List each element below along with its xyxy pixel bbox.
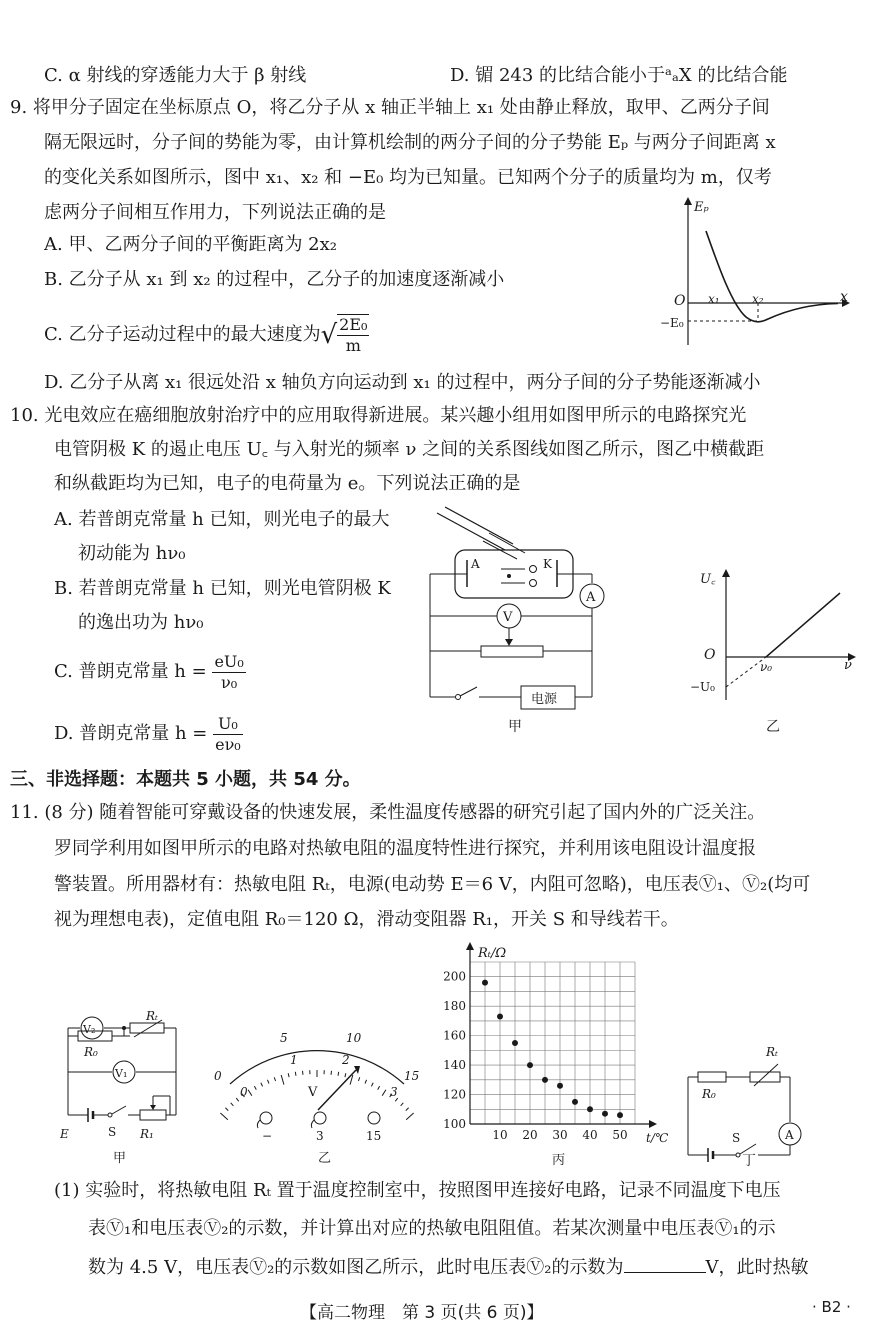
meter-tick bbox=[358, 1077, 359, 1081]
q11-part1-line3-b: V，此时热敏 bbox=[705, 1257, 809, 1278]
q11-yi-terminal-minus: − bbox=[262, 1129, 273, 1143]
q11-yi-top-15: 15 bbox=[404, 1069, 420, 1083]
q11-jia-e: E bbox=[60, 1127, 69, 1141]
q9-option-b: B. 乙分子从 x₁ 到 x₂ 的过程中，乙分子的加速度逐渐减小 bbox=[44, 269, 505, 290]
q11-yi-terminal-3: 3 bbox=[316, 1129, 324, 1143]
data-point bbox=[617, 1112, 623, 1118]
meter-tick bbox=[248, 1090, 252, 1096]
q10-stem-line2: 电管阴极 K 的遏止电压 U꜀ 与入射光的频率 ν 之间的关系图线如图乙所示，图乙中横截距 bbox=[54, 439, 765, 460]
q11-yi-top-10: 10 bbox=[346, 1031, 362, 1045]
q9-c-denominator: m bbox=[345, 336, 361, 355]
meter-tick bbox=[225, 1108, 228, 1111]
x-tick-label: 10 bbox=[492, 1128, 508, 1142]
q11-ding-s: S bbox=[732, 1131, 741, 1145]
q9-stem-line1: 9. 将甲分子固定在坐标原点 O，将乙分子从 x 轴正半轴上 x₁ 处由静止释放，取甲、乙两分子间 bbox=[10, 97, 770, 118]
meter-tick bbox=[288, 1073, 289, 1077]
x-tick-label: 20 bbox=[522, 1128, 538, 1142]
q10-graph-ylabel: U꜀ bbox=[700, 572, 716, 587]
q11-jia-r1: R₁ bbox=[140, 1127, 154, 1141]
q11-stem-line1: 11. (8 分) 随着智能可穿戴设备的快速发展，柔性温度传感器的研究引起了国内外的广泛关注。 bbox=[10, 802, 766, 823]
q10-voltmeter-label: V bbox=[503, 610, 513, 625]
meter-tick bbox=[254, 1086, 256, 1090]
q11-yi-bottom-2: 2 bbox=[342, 1053, 350, 1067]
q11-jia-s: S bbox=[108, 1125, 117, 1139]
q11-yi-top-5: 5 bbox=[280, 1031, 288, 1045]
meter-tick bbox=[378, 1086, 380, 1090]
q11-part1-line2: 表Ⓥ₁和电压表Ⓥ₂的示数，并计算出对应的热敏电阻阻值。若某次测量中电压表Ⓥ₁的示 bbox=[88, 1218, 776, 1239]
q9-option-d: D. 乙分子从离 x₁ 很远处沿 x 轴负方向运动到 x₁ 的过程中，两分子间的分子势能逐渐减小 bbox=[44, 372, 761, 393]
meter-tick bbox=[406, 1113, 413, 1120]
q10-option-d-fraction bbox=[213, 714, 243, 755]
q10-option-c-fraction bbox=[212, 652, 245, 693]
q10-option-b-line2: 的逸出功为 hν₀ bbox=[78, 612, 204, 633]
q10-option-c-text: C. 普朗克常量 h = bbox=[54, 661, 207, 682]
y-tick-label: 200 bbox=[443, 969, 466, 984]
q10-graph-origin: O bbox=[704, 647, 716, 663]
q10-d-denominator: eν₀ bbox=[215, 734, 241, 754]
x-tick-label: 40 bbox=[582, 1128, 598, 1142]
q10-uc-graph bbox=[690, 565, 860, 745]
x-tick-label: 50 bbox=[612, 1128, 628, 1142]
x-tick-label: 30 bbox=[552, 1128, 568, 1142]
q10-stem-line1: 10. 光电效应在癌细胞放射治疗中的应用取得新进展。某兴趣小组用如图甲所示的电路探究光 bbox=[10, 405, 747, 426]
data-point bbox=[497, 1013, 503, 1019]
q11-ding-r0: R₀ bbox=[702, 1087, 716, 1101]
chart-caption: 丙 bbox=[552, 1153, 566, 1168]
x-axis-arrow bbox=[649, 1120, 657, 1128]
data-point bbox=[482, 980, 488, 986]
q10-option-a-line2: 初动能为 hν₀ bbox=[78, 543, 186, 564]
q9-option-c-text: C. 乙分子运动过程中的最大速度为 bbox=[44, 324, 321, 345]
meter-tick bbox=[401, 1103, 404, 1106]
page-code: · B2 · bbox=[812, 1298, 851, 1316]
q11-fig-yi-meter bbox=[208, 1000, 433, 1170]
data-point bbox=[542, 1077, 548, 1083]
q11-stem-line4: 视为理想电表)，定值电阻 R₀＝120 Ω，滑动变阻器 R₁，开关 S 和导线若干。 bbox=[54, 909, 679, 930]
q11-fig-bing-chart bbox=[440, 940, 670, 1175]
q9-graph-x2: x₂ bbox=[752, 292, 764, 306]
data-point bbox=[602, 1111, 608, 1117]
q10-c-numerator: eU₀ bbox=[214, 651, 244, 671]
q11-yi-bottom-0: 0 bbox=[240, 1085, 248, 1099]
q10-option-b-line1: B. 若普朗克常量 h 已知，则光电管阴极 K bbox=[54, 578, 391, 599]
meter-tick bbox=[382, 1090, 386, 1096]
q11-jia-rt: Rₜ bbox=[146, 1009, 158, 1023]
q11-stem-line3: 警装置。所用器材有：热敏电阻 Rₜ，电源(电动势 E＝6 V，内阻可忽略)，电压表Ⓥ₁、Ⓥ₂(均可 bbox=[54, 874, 811, 895]
q10-power-label: 电源 bbox=[531, 692, 558, 707]
q10-graph-xlabel: ν bbox=[844, 658, 852, 673]
meter-tick bbox=[338, 1072, 339, 1076]
chart-xlabel: t/℃ bbox=[646, 1131, 669, 1145]
q9-option-c: C. 乙分子运动过程中的最大速度为√ $\frac{\text{2E₀}}{m}$ bbox=[44, 315, 368, 355]
q11-jia-r0: R₀ bbox=[84, 1045, 98, 1059]
meter-tick bbox=[406, 1108, 409, 1111]
q11-jia-v2: V₂ bbox=[83, 1023, 96, 1036]
q9-stem-line3: 的变化关系如图所示，图中 x₁、x₂ 和 −E₀ 均为已知量。已知两个分子的质量均为 m，仅考 bbox=[44, 167, 772, 188]
answer-blank[interactable] bbox=[624, 1254, 706, 1273]
q11-stem-line2: 罗同学利用如图甲所示的电路对热敏电阻的温度特性进行探究，并利用该电阻设计温度报 bbox=[54, 838, 756, 859]
chart-grid bbox=[470, 962, 635, 1124]
q10-graph-caption: 乙 bbox=[766, 719, 780, 735]
q11-yi-bottom-3: 3 bbox=[390, 1085, 398, 1099]
q10-option-c bbox=[54, 648, 246, 696]
q8-option-c: C. α 射线的穿透能力大于 β 射线 bbox=[44, 65, 307, 86]
q10-graph-v0: ν₀ bbox=[760, 660, 773, 674]
chart-axes bbox=[466, 942, 657, 1128]
chart-ticks bbox=[443, 970, 628, 1142]
q11-part1-line1: (1) 实验时，将热敏电阻 Rₜ 置于温度控制室中，按照图甲连接好电路，记录不同温度下电压 bbox=[54, 1180, 781, 1201]
q11-yi-bottom-1: 1 bbox=[290, 1053, 298, 1067]
q10-circuit-diagram bbox=[425, 505, 625, 745]
meter-tick bbox=[236, 1098, 238, 1101]
meter-tick bbox=[345, 1073, 346, 1077]
meter-tick bbox=[261, 1083, 263, 1087]
q10-cathode-label: K bbox=[543, 557, 552, 571]
meter-tick bbox=[231, 1103, 234, 1106]
q10-option-d-text: D. 普朗克常量 h = bbox=[54, 723, 208, 744]
q11-ding-caption: 丁 bbox=[742, 1153, 756, 1169]
y-tick-label: 180 bbox=[443, 999, 466, 1014]
q10-circuit-caption: 甲 bbox=[508, 719, 522, 735]
q8-option-d: D. 镅 243 的比结合能小于ᵃₐX 的比结合能 bbox=[450, 65, 788, 86]
q9-ep-graph bbox=[660, 195, 850, 345]
q11-jia-v1: V₁ bbox=[115, 1067, 128, 1080]
y-tick-label: 140 bbox=[443, 1058, 466, 1073]
page-footer: 【高二物理 第 3 页(共 6 页)】 bbox=[300, 1303, 544, 1323]
y-tick-label: 100 bbox=[443, 1117, 466, 1131]
meter-tick bbox=[220, 1113, 227, 1120]
q11-part1-line3 bbox=[88, 1254, 809, 1281]
meter-tick bbox=[295, 1072, 296, 1076]
q9-stem-line4: 虑两分子间相互作用力，下列说法正确的是 bbox=[44, 202, 386, 223]
q9-graph-ylabel: Eₚ bbox=[694, 200, 709, 215]
q10-stem-line3: 和纵截距均为已知，电子的电荷量为 e。下列说法正确的是 bbox=[54, 473, 521, 494]
q9-graph-origin: O bbox=[674, 293, 686, 309]
q10-d-numerator: U₀ bbox=[213, 714, 243, 735]
q10-c-denominator: ν₀ bbox=[221, 672, 238, 692]
y-tick-label: 120 bbox=[443, 1087, 466, 1102]
q11-yi-caption: 乙 bbox=[318, 1151, 332, 1166]
q10-graph-u0: −U₀ bbox=[690, 680, 715, 694]
meter-tick bbox=[371, 1083, 373, 1087]
meter-tick bbox=[281, 1075, 284, 1085]
data-point bbox=[512, 1040, 518, 1046]
q9-graph-e0: −E₀ bbox=[660, 316, 684, 330]
q11-jia-caption: 甲 bbox=[113, 1151, 127, 1166]
data-point bbox=[587, 1106, 593, 1112]
q11-part1-line3-a: 数为 4.5 V，电压表Ⓥ₂的示数如图乙所示，此时电压表Ⓥ₂的示数为 bbox=[88, 1257, 624, 1278]
q9-graph-xlabel: x bbox=[840, 289, 848, 305]
q11-yi-unit: V bbox=[308, 1085, 318, 1100]
section-3-heading: 三、非选择题：本题共 5 小题，共 54 分。 bbox=[10, 769, 361, 790]
y-tick-label: 160 bbox=[443, 1028, 466, 1043]
data-point bbox=[527, 1062, 533, 1068]
chart-ylabel: Rₜ/Ω bbox=[478, 946, 507, 961]
q11-ding-ammeter: A bbox=[785, 1128, 794, 1142]
q10-option-d bbox=[54, 710, 243, 758]
q11-ding-rt: Rₜ bbox=[766, 1045, 778, 1059]
q9-option-a: A. 甲、乙两分子间的平衡距离为 2x₂ bbox=[44, 234, 337, 255]
q9-option-c-fraction bbox=[337, 314, 369, 356]
q10-option-a-line1: A. 若普朗克常量 h 已知，则光电子的最大 bbox=[54, 509, 390, 530]
meter-tick bbox=[365, 1080, 367, 1084]
data-point bbox=[572, 1099, 578, 1105]
q10-ammeter-label: A bbox=[586, 590, 596, 605]
q11-fig-jia bbox=[58, 1009, 188, 1170]
q9-graph-x1: x₁ bbox=[708, 292, 720, 306]
q11-yi-terminal-15: 15 bbox=[366, 1129, 382, 1143]
q11-yi-top-0: 0 bbox=[214, 1069, 222, 1083]
q9-c-numerator: 2E₀ bbox=[339, 315, 368, 334]
q10-anode-label: A bbox=[471, 557, 480, 571]
y-axis-arrow bbox=[466, 942, 474, 950]
chart-points bbox=[482, 980, 623, 1119]
meter-tick bbox=[267, 1080, 269, 1084]
meter-tick bbox=[274, 1077, 275, 1081]
q9-stem-line2: 隔无限远时，分子间的势能为零，由计算机绘制的两分子间的分子势能 Eₚ 与两分子间距离 x bbox=[44, 132, 776, 153]
data-point bbox=[557, 1083, 563, 1089]
